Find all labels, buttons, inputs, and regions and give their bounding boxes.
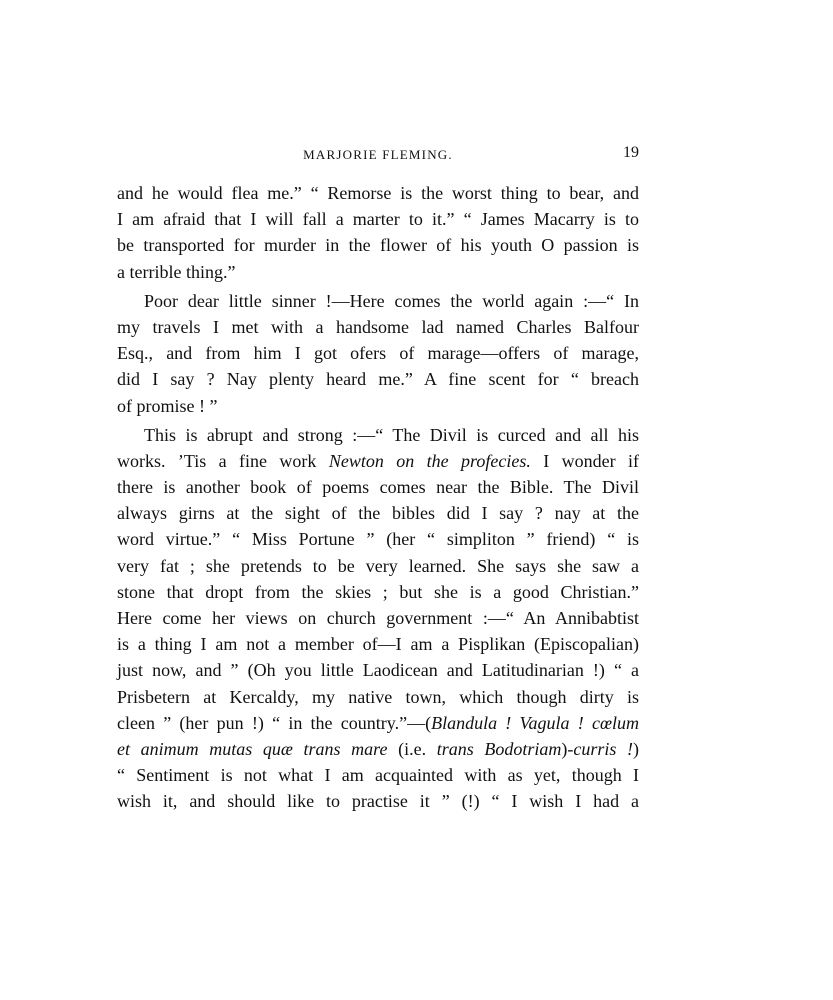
- text-run: works. ’Tis a fine work: [117, 450, 329, 471]
- text-line: [117, 422, 639, 448]
- text-line: [117, 736, 639, 762]
- text-run: “ Sentiment is not what I am acquainted with as yet, though I: [117, 765, 639, 786]
- text-run: a terrible thing.”: [117, 261, 236, 282]
- text-line: [117, 605, 639, 631]
- text-line: [117, 657, 639, 683]
- text-run: stone that dropt from the skies ; but she is a good Christian.”: [117, 581, 639, 602]
- text-line: [117, 684, 639, 710]
- text-line: [117, 366, 639, 392]
- text-run: wish it, and should like to practise it ” (!) “ I wish I had a: [117, 791, 639, 812]
- body-text: [117, 180, 639, 815]
- text-line: [117, 393, 639, 419]
- text-run: did I say ? Nay plenty heard me.” A fine scent for “ breach: [117, 369, 639, 390]
- text-run: word virtue.” “ Miss Portune ” (her “ simpliton ” friend) “ is: [117, 529, 639, 550]
- running-head: [117, 144, 639, 164]
- running-title: MARJORIE FLEMING.: [303, 147, 453, 162]
- text-run: my travels I met with a handsome lad named Charles Balfour: [117, 316, 639, 337]
- text-run: and he would flea me.” “ Remorse is the worst thing to bear, and: [117, 183, 639, 203]
- text-run: This is abrupt and strong :—“ The Divil is curced and all his: [144, 424, 639, 445]
- text-run: ): [633, 738, 640, 759]
- text-run: be transported for murder in the flower of his youth O passion is: [117, 235, 639, 256]
- text-run: cleen ” (her pun !) “ in the country.”—(: [117, 712, 432, 733]
- text-line: [117, 180, 639, 206]
- text-run: Here come her views on church government :—“ An Annibabtist: [117, 608, 639, 628]
- text-line: [117, 631, 639, 657]
- italic-text: Newton on the profecies.: [328, 450, 531, 471]
- text-run: there is another book of poems comes near the Bible. The Divil: [117, 477, 639, 498]
- text-run: very fat ; she pretends to be very learned. She says she saw a: [117, 555, 639, 576]
- text-run: Poor dear little sinner !—Here comes the world again :—“ In: [144, 290, 639, 311]
- text-line: [117, 340, 639, 366]
- text-line: [117, 500, 639, 526]
- text-line: [117, 788, 639, 814]
- text-run: (i.e.: [387, 738, 437, 759]
- text-run: just now, and ” (Oh you little Laodicean and Latitudinarian !) “ a: [117, 660, 639, 681]
- italic-text: trans Bodotriam: [436, 738, 562, 759]
- text-line: [117, 553, 639, 579]
- text-line: [117, 288, 639, 314]
- text-line: [117, 474, 639, 500]
- text-run: I wonder if: [530, 450, 639, 471]
- text-line: [117, 579, 639, 605]
- italic-text: et animum mutas quæ trans mare: [117, 738, 388, 759]
- text-run: always girns at the sight of the bibles did I say ? nay at the: [117, 503, 639, 524]
- text-line: [117, 448, 639, 474]
- italic-text: curris !: [573, 738, 634, 759]
- text-run: I am afraid that I will fall a marter to it.” “ James Macarry is to: [117, 209, 639, 230]
- text-line: [117, 526, 639, 552]
- text-run: )-: [561, 738, 574, 759]
- text-run: is a thing I am not a member of—I am a Pisplikan (Episcopalian): [117, 634, 639, 655]
- text-line: [117, 762, 639, 788]
- text-line: [117, 710, 639, 736]
- text-line: [117, 259, 639, 285]
- page-number: 19: [623, 144, 639, 161]
- text-run: Esq., and from him I got ofers of marage—offers of marage,: [117, 343, 639, 364]
- text-run: of promise ! ”: [117, 395, 218, 416]
- text-line: [117, 232, 639, 258]
- text-line: [117, 314, 639, 340]
- italic-text: Blandula ! Vagula ! cœlum: [431, 712, 639, 733]
- text-run: Prisbetern at Kercaldy, my native town, which though dirty is: [117, 686, 639, 707]
- text-line: [117, 206, 639, 232]
